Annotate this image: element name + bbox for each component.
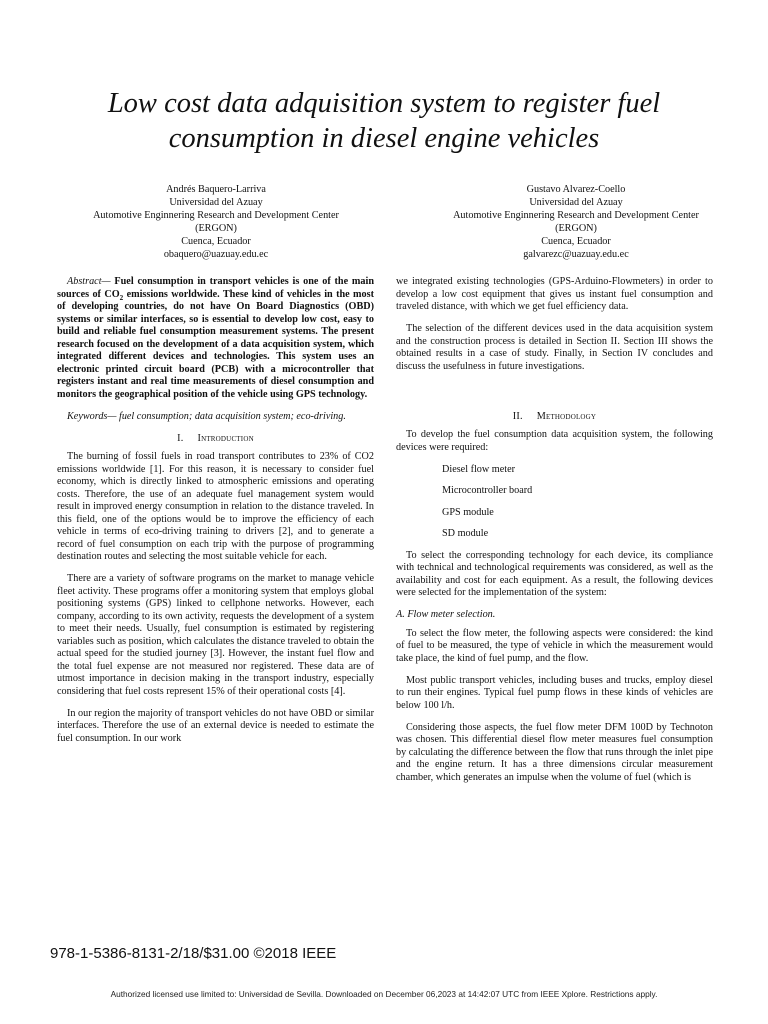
keywords-lead: Keywords—	[67, 410, 117, 422]
author-name: Andrés Baquero-Larriva	[166, 184, 266, 195]
section-title: Methodology	[536, 410, 597, 422]
abstract-text-1: Fuel consumption in transport vehicles is one of the main sources of CO	[57, 276, 374, 300]
keywords-text: fuel consumption; data acquisition system; eco-driving.	[116, 410, 346, 422]
paragraph: Most public transport vehicles, including buses and trucks, employ diesel to run their engines. Typical fuel pump flows in these kinds of vehicles are below 100 l/h.	[396, 674, 713, 711]
section-title: Introduction	[197, 432, 254, 444]
author-affiliation: (ERGON)	[195, 222, 237, 234]
author-name: Gustavo Alvarez-Coello	[526, 184, 626, 195]
section-heading-introduction	[57, 433, 374, 446]
paragraph: The burning of fossil fuels in road transport contributes to 23% of CO2 emissions worldwide [1]. For this reason, it is necessary to consider fuel economy, which is directly linked to atmospheric emissions and operating costs. Therefore, the use of an adequate fuel management system would result in improved energy consumption in relation to the distance traveled. In this field, one of the options would be to improve the efficiency of each vehicle in terms of eco-driving training to drivers [2], and to generate a record of fuel consumption on each trip with the purpose of programming destination routes and selecting the most suitable vehicle for each.	[57, 451, 374, 562]
abstract-subscript: 2	[119, 293, 124, 302]
abstract	[57, 276, 374, 401]
paper-title: Low cost data adquisition system to register fuel consumption in diesel engine vehicles	[107, 88, 661, 154]
list-item: Microcontroller board	[442, 485, 533, 496]
paragraph-continued: we integrated existing technologies (GPS-Arduino-Flowmeters) in order to develop a low cost equipment that gives us instant fuel consumption and traveled distance, with which we get fuel efficiency data.	[396, 276, 713, 312]
list-item: Diesel flow meter	[442, 463, 515, 475]
spacer	[396, 383, 713, 405]
author-email[interactable]: obaquero@uazuay.edu.ec	[163, 248, 269, 260]
right-column	[396, 276, 713, 794]
author-email[interactable]: galvarezc@uazuay.edu.ec	[523, 248, 629, 260]
list-item: SD module	[442, 528, 489, 539]
keywords	[57, 411, 374, 424]
paragraph: In our region the majority of transport vehicles do not have OBD or similar interfaces. Therefore the use of an external device is needed to estimate the fuel consumption. In our work	[57, 707, 374, 744]
author-affiliation: Automotive Enginnering Research and Development Center	[453, 209, 699, 221]
device-list	[396, 464, 713, 541]
abstract-lead: Abstract—	[67, 276, 111, 287]
section-number: I.	[177, 432, 184, 444]
section-number: II.	[512, 410, 523, 422]
paragraph: To select the flow meter, the following aspects were considered: the kind of fuel to be measured, the type of vehicle in which the measurement would take place, the kind of fuel pump, and the flow.	[396, 627, 713, 664]
author-2	[411, 184, 741, 261]
abstract-text-2: emissions worldwide. These kind of vehicles in the most of developing countries, do not have On Board Diagnostics (OBD) systems or similar interfaces, so is essential to develop low cost, easy to build and reliable fuel consumption measurement systems. The present research focused on the development of a data acquisition system, which integrated different devices and technologies. This system uses an electronic printed circuit board (PCB) with a microcontroller that registers instant and real time measurements of diesel consumption and monitors the geographical position of the vehicle using GPS technology.	[57, 288, 374, 400]
paragraph: To select the corresponding technology for each device, its compliance with technical and technological requirements was considered, as well as the availability and cost for each equipment. As a result, the following devices were selected for the implementation of the system:	[396, 549, 713, 598]
section-heading-methodology	[396, 411, 713, 424]
author-affiliation: Universidad del Azuay	[169, 196, 263, 208]
author-location: Cuenca, Ecuador	[181, 235, 251, 247]
list-item: GPS module	[442, 506, 494, 518]
author-location: Cuenca, Ecuador	[541, 235, 611, 247]
author-affiliation: Universidad del Azuay	[529, 196, 623, 208]
license-footer: Authorized licensed use limited to: Universidad de Sevilla. Downloaded on December 06,2023 at 14:42:07 UTC from IEEE Xplore. Restrictions apply.	[110, 989, 658, 999]
paragraph: The selection of the different devices used in the data acquisition system and the construction process is detailed in Section II. Section III shows the obtained results in a case of study. Finally, in Section IV concludes and discuss the usefulness in future investigations.	[396, 323, 713, 372]
paragraph: There are a variety of software programs on the market to manage vehicle fleet activity. These programs offer a monitoring system that employs global positioning systems (GPS) linked to cellphone networks. However, each company, according to its own activity, requests the development of a system to meet their needs. Usually, fuel consumption is estimated by registering variables such as position, which calculates the distance traveled to obtain the actual speed for the studied journey [3]. However, the instant fuel flow and the total fuel expense are not measured nor registered. These data are of utmost importance in decision making in the transport industry, especially considering that fuel costs represent 15% of their operational costs [4].	[57, 573, 374, 697]
left-column	[57, 276, 374, 755]
isbn-footer: 978-1-5386-8131-2/18/$31.00 ©2018 IEEE	[50, 945, 337, 962]
paragraph: Considering those aspects, the fuel flow meter DFM 100D by Technoton was chosen. This differential diesel flow meter measures fuel consumption by calculating the difference between the flow that runs through the inlet pipe and the engine return. It has a three dimensions circular measurement chamber, which generates an impulse when the volume of fuel (which is	[396, 721, 713, 783]
subsection-heading: A. Flow meter selection.	[396, 609, 496, 620]
author-affiliation: Automotive Enginnering Research and Development Center	[93, 209, 339, 221]
author-affiliation: (ERGON)	[555, 222, 597, 234]
author-1	[51, 184, 381, 261]
paragraph: To develop the fuel consumption data acquisition system, the following devices were required:	[396, 429, 713, 453]
